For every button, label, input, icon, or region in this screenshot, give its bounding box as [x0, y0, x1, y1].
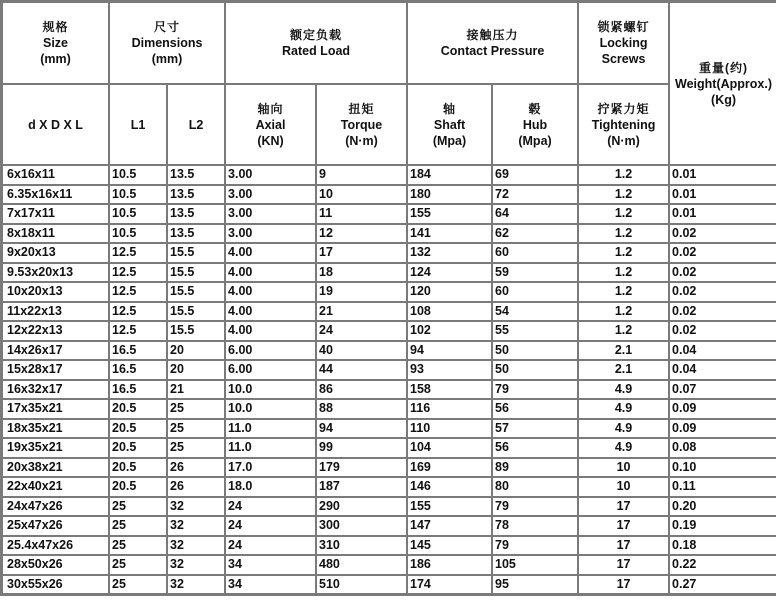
- cell-hub: 79: [492, 536, 578, 556]
- cell-axial: 34: [225, 575, 316, 595]
- table-row: [2, 263, 776, 283]
- table-row: [2, 380, 776, 400]
- cell-hub: 50: [492, 360, 578, 380]
- subheader-shaft: [407, 84, 492, 165]
- cell-weight: 0.01: [669, 204, 776, 224]
- cell-size: 14x26x17: [2, 341, 109, 361]
- header-rated-load-en: Rated Load: [281, 44, 351, 58]
- cell-l2: 20: [167, 360, 225, 380]
- cell-shaft: 169: [407, 458, 492, 478]
- cell-tightening: 17: [578, 497, 669, 517]
- cell-size: 10x20x13: [2, 282, 109, 302]
- subheader-l1: L1: [109, 84, 167, 165]
- cell-weight: 0.02: [669, 282, 776, 302]
- cell-shaft: 102: [407, 321, 492, 341]
- cell-axial: 4.00: [225, 263, 316, 283]
- table-row: [2, 302, 776, 322]
- cell-torque: 18: [316, 263, 407, 283]
- header-size-unit: (mm): [40, 52, 71, 66]
- cell-l1: 10.5: [109, 204, 167, 224]
- cell-axial: 11.0: [225, 419, 316, 439]
- cell-l2: 15.5: [167, 282, 225, 302]
- cell-tightening: 1.2: [578, 302, 669, 322]
- subheader-shaft-en: Shaft: [433, 117, 466, 132]
- cell-tightening: 2.1: [578, 360, 669, 380]
- cell-size: 9x20x13: [2, 243, 109, 263]
- cell-shaft: 93: [407, 360, 492, 380]
- header-dimensions: [109, 2, 225, 84]
- cell-tightening: 10: [578, 458, 669, 478]
- cell-l1: 25: [109, 497, 167, 517]
- header-weight-cn: 重量(约): [699, 60, 749, 75]
- cell-size: 12x22x13: [2, 321, 109, 341]
- cell-axial: 11.0: [225, 438, 316, 458]
- subheader-hub-cn: 毂: [528, 101, 542, 116]
- cell-tightening: 1.2: [578, 165, 669, 185]
- header-weight-unit: (Kg): [711, 92, 737, 107]
- cell-l1: 20.5: [109, 458, 167, 478]
- cell-tightening: 1.2: [578, 321, 669, 341]
- cell-l2: 20: [167, 341, 225, 361]
- header-locking-screws-cn: 锁紧螺钉: [597, 20, 650, 34]
- cell-torque: 187: [316, 477, 407, 497]
- cell-weight: 0.02: [669, 224, 776, 244]
- cell-l2: 26: [167, 458, 225, 478]
- table-row: [2, 399, 776, 419]
- cell-weight: 0.02: [669, 302, 776, 322]
- cell-size: 6x16x11: [2, 165, 109, 185]
- cell-l2: 25: [167, 419, 225, 439]
- cell-torque: 99: [316, 438, 407, 458]
- cell-shaft: 132: [407, 243, 492, 263]
- cell-l1: 10.5: [109, 224, 167, 244]
- cell-axial: 24: [225, 516, 316, 536]
- cell-tightening: 1.2: [578, 282, 669, 302]
- cell-torque: 86: [316, 380, 407, 400]
- cell-size: 15x28x17: [2, 360, 109, 380]
- cell-torque: 44: [316, 360, 407, 380]
- cell-axial: 6.00: [225, 360, 316, 380]
- cell-shaft: 124: [407, 263, 492, 283]
- cell-l1: 12.5: [109, 263, 167, 283]
- cell-weight: 0.10: [669, 458, 776, 478]
- cell-hub: 55: [492, 321, 578, 341]
- subheader-axial-en: Axial: [255, 117, 286, 132]
- cell-torque: 11: [316, 204, 407, 224]
- cell-torque: 510: [316, 575, 407, 595]
- cell-hub: 64: [492, 204, 578, 224]
- cell-weight: 0.01: [669, 165, 776, 185]
- cell-weight: 0.01: [669, 185, 776, 205]
- table-row: [2, 243, 776, 263]
- table-row: [2, 458, 776, 478]
- cell-tightening: 17: [578, 536, 669, 556]
- cell-size: 8x18x11: [2, 224, 109, 244]
- cell-shaft: 141: [407, 224, 492, 244]
- cell-hub: 80: [492, 477, 578, 497]
- cell-l2: 15.5: [167, 321, 225, 341]
- cell-shaft: 155: [407, 204, 492, 224]
- cell-l1: 20.5: [109, 438, 167, 458]
- cell-size: 19x35x21: [2, 438, 109, 458]
- cell-size: 7x17x11: [2, 204, 109, 224]
- cell-size: 11x22x13: [2, 302, 109, 322]
- cell-size: 16x32x17: [2, 380, 109, 400]
- cell-l2: 15.5: [167, 302, 225, 322]
- subheader-tightening-cn: 拧紧力矩: [597, 101, 650, 116]
- cell-axial: 3.00: [225, 204, 316, 224]
- cell-hub: 56: [492, 399, 578, 419]
- cell-weight: 0.22: [669, 555, 776, 575]
- cell-l1: 20.5: [109, 399, 167, 419]
- cell-tightening: 10: [578, 477, 669, 497]
- table-row: [2, 224, 776, 244]
- cell-axial: 10.0: [225, 380, 316, 400]
- cell-shaft: 104: [407, 438, 492, 458]
- subheader-l2: L2: [167, 84, 225, 165]
- cell-size: 20x38x21: [2, 458, 109, 478]
- header-size: [2, 2, 109, 84]
- cell-shaft: 94: [407, 341, 492, 361]
- cell-hub: 72: [492, 185, 578, 205]
- table-row: [2, 341, 776, 361]
- cell-size: 25.4x47x26: [2, 536, 109, 556]
- cell-axial: 4.00: [225, 321, 316, 341]
- cell-axial: 6.00: [225, 341, 316, 361]
- cell-hub: 60: [492, 282, 578, 302]
- table-row: [2, 204, 776, 224]
- cell-weight: 0.18: [669, 536, 776, 556]
- cell-tightening: 1.2: [578, 185, 669, 205]
- cell-l1: 12.5: [109, 321, 167, 341]
- header-weight: [669, 2, 776, 165]
- cell-axial: 3.00: [225, 165, 316, 185]
- cell-axial: 10.0: [225, 399, 316, 419]
- cell-axial: 3.00: [225, 185, 316, 205]
- cell-torque: 88: [316, 399, 407, 419]
- cell-l2: 13.5: [167, 165, 225, 185]
- cell-hub: 78: [492, 516, 578, 536]
- table-row: [2, 419, 776, 439]
- cell-shaft: 174: [407, 575, 492, 595]
- cell-l1: 20.5: [109, 477, 167, 497]
- cell-l1: 20.5: [109, 419, 167, 439]
- cell-axial: 4.00: [225, 243, 316, 263]
- cell-l2: 32: [167, 536, 225, 556]
- subheader-tightening-unit: (N·m): [607, 133, 640, 148]
- cell-torque: 17: [316, 243, 407, 263]
- cell-torque: 94: [316, 419, 407, 439]
- subheader-axial: [225, 84, 316, 165]
- subheader-hub-en: Hub: [522, 117, 548, 132]
- cell-tightening: 2.1: [578, 341, 669, 361]
- cell-shaft: 155: [407, 497, 492, 517]
- cell-hub: 54: [492, 302, 578, 322]
- cell-hub: 95: [492, 575, 578, 595]
- cell-hub: 60: [492, 243, 578, 263]
- table-row: [2, 438, 776, 458]
- header-dimensions-unit: (mm): [151, 52, 183, 66]
- cell-size: 18x35x21: [2, 419, 109, 439]
- cell-axial: 24: [225, 497, 316, 517]
- cell-size: 28x50x26: [2, 555, 109, 575]
- cell-l1: 12.5: [109, 302, 167, 322]
- header-size-cn: 规格: [42, 20, 69, 34]
- cell-l2: 15.5: [167, 263, 225, 283]
- cell-size: 17x35x21: [2, 399, 109, 419]
- table-row: [2, 555, 776, 575]
- cell-l1: 16.5: [109, 360, 167, 380]
- table-row: [2, 497, 776, 517]
- cell-l2: 32: [167, 555, 225, 575]
- subheader-hub-unit: (Mpa): [518, 133, 552, 148]
- cell-weight: 0.04: [669, 341, 776, 361]
- cell-tightening: 4.9: [578, 419, 669, 439]
- cell-axial: 3.00: [225, 224, 316, 244]
- cell-weight: 0.07: [669, 380, 776, 400]
- cell-torque: 21: [316, 302, 407, 322]
- subheader-torque-cn: 扭矩: [348, 101, 375, 116]
- cell-weight: 0.11: [669, 477, 776, 497]
- cell-tightening: 4.9: [578, 399, 669, 419]
- table-row: [2, 165, 776, 185]
- cell-tightening: 4.9: [578, 380, 669, 400]
- cell-hub: 89: [492, 458, 578, 478]
- table-row: [2, 360, 776, 380]
- cell-shaft: 120: [407, 282, 492, 302]
- cell-l1: 10.5: [109, 185, 167, 205]
- cell-hub: 79: [492, 380, 578, 400]
- header-locking-screws-en2: Screws: [601, 52, 646, 66]
- cell-axial: 24: [225, 536, 316, 556]
- subheader-tightening-en: Tightening: [591, 117, 656, 132]
- cell-l1: 25: [109, 575, 167, 595]
- cell-tightening: 1.2: [578, 224, 669, 244]
- cell-tightening: 17: [578, 555, 669, 575]
- subheader-axial-unit: (KN): [257, 133, 284, 148]
- header-row-group: [2, 2, 776, 84]
- cell-axial: 4.00: [225, 302, 316, 322]
- subheader-row: [2, 84, 776, 165]
- cell-l2: 13.5: [167, 185, 225, 205]
- table-row: [2, 516, 776, 536]
- cell-shaft: 186: [407, 555, 492, 575]
- cell-hub: 57: [492, 419, 578, 439]
- cell-weight: 0.04: [669, 360, 776, 380]
- cell-shaft: 108: [407, 302, 492, 322]
- cell-weight: 0.20: [669, 497, 776, 517]
- cell-hub: 56: [492, 438, 578, 458]
- cell-l2: 21: [167, 380, 225, 400]
- cell-size: 24x47x26: [2, 497, 109, 517]
- table-row: [2, 321, 776, 341]
- cell-torque: 19: [316, 282, 407, 302]
- cell-hub: 50: [492, 341, 578, 361]
- cell-torque: 40: [316, 341, 407, 361]
- cell-l1: 25: [109, 516, 167, 536]
- cell-size: 30x55x26: [2, 575, 109, 595]
- cell-weight: 0.09: [669, 419, 776, 439]
- cell-size: 6.35x16x11: [2, 185, 109, 205]
- cell-weight: 0.02: [669, 321, 776, 341]
- header-locking-screws: [578, 2, 669, 84]
- cell-torque: 10: [316, 185, 407, 205]
- cell-l2: 15.5: [167, 243, 225, 263]
- subheader-hub: [492, 84, 578, 165]
- cell-torque: 24: [316, 321, 407, 341]
- header-dimensions-en: Dimensions: [131, 36, 203, 50]
- header-contact-pressure-cn: 接触压力: [466, 28, 519, 42]
- table-row: [2, 282, 776, 302]
- cell-l2: 13.5: [167, 204, 225, 224]
- cell-l1: 25: [109, 555, 167, 575]
- cell-shaft: 146: [407, 477, 492, 497]
- cell-weight: 0.08: [669, 438, 776, 458]
- table-row: [2, 575, 776, 595]
- cell-shaft: 147: [407, 516, 492, 536]
- cell-l2: 26: [167, 477, 225, 497]
- cell-torque: 290: [316, 497, 407, 517]
- cell-torque: 12: [316, 224, 407, 244]
- subheader-tightening: [578, 84, 669, 165]
- header-contact-pressure: [407, 2, 578, 84]
- header-dimensions-cn: 尺寸: [154, 20, 181, 34]
- cell-weight: 0.27: [669, 575, 776, 595]
- header-contact-pressure-en: Contact Pressure: [440, 44, 545, 58]
- cell-torque: 310: [316, 536, 407, 556]
- subheader-torque-en: Torque: [340, 117, 383, 132]
- cell-axial: 18.0: [225, 477, 316, 497]
- table-body: [2, 165, 776, 594]
- header-locking-screws-en1: Locking: [599, 36, 648, 50]
- cell-torque: 480: [316, 555, 407, 575]
- cell-tightening: 17: [578, 516, 669, 536]
- cell-l1: 12.5: [109, 282, 167, 302]
- cell-torque: 300: [316, 516, 407, 536]
- cell-shaft: 110: [407, 419, 492, 439]
- cell-l2: 25: [167, 399, 225, 419]
- cell-l2: 32: [167, 516, 225, 536]
- cell-hub: 105: [492, 555, 578, 575]
- cell-shaft: 158: [407, 380, 492, 400]
- cell-tightening: 1.2: [578, 263, 669, 283]
- header-size-en: Size: [42, 36, 68, 50]
- subheader-shaft-cn: 轴: [443, 101, 457, 116]
- cell-size: 25x47x26: [2, 516, 109, 536]
- cell-l2: 25: [167, 438, 225, 458]
- cell-tightening: 1.2: [578, 243, 669, 263]
- cell-weight: 0.02: [669, 263, 776, 283]
- cell-hub: 69: [492, 165, 578, 185]
- cell-axial: 34: [225, 555, 316, 575]
- cell-tightening: 17: [578, 575, 669, 595]
- table-row: [2, 536, 776, 556]
- cell-torque: 9: [316, 165, 407, 185]
- cell-hub: 79: [492, 497, 578, 517]
- cell-l1: 12.5: [109, 243, 167, 263]
- cell-size: 22x40x21: [2, 477, 109, 497]
- cell-axial: 4.00: [225, 282, 316, 302]
- table-row: [2, 477, 776, 497]
- cell-tightening: 4.9: [578, 438, 669, 458]
- cell-weight: 0.19: [669, 516, 776, 536]
- cell-torque: 179: [316, 458, 407, 478]
- cell-l2: 32: [167, 497, 225, 517]
- cell-shaft: 180: [407, 185, 492, 205]
- cell-axial: 17.0: [225, 458, 316, 478]
- subheader-shaft-unit: (Mpa): [432, 133, 467, 148]
- cell-l2: 32: [167, 575, 225, 595]
- cell-hub: 62: [492, 224, 578, 244]
- cell-l1: 25: [109, 536, 167, 556]
- table-row: [2, 185, 776, 205]
- cell-size: 9.53x20x13: [2, 263, 109, 283]
- cell-l2: 13.5: [167, 224, 225, 244]
- header-rated-load: [225, 2, 407, 84]
- cell-weight: 0.09: [669, 399, 776, 419]
- cell-hub: 59: [492, 263, 578, 283]
- subheader-torque-unit: (N·m): [345, 133, 378, 148]
- cell-shaft: 116: [407, 399, 492, 419]
- cell-shaft: 184: [407, 165, 492, 185]
- subheader-torque: [316, 84, 407, 165]
- header-rated-load-cn: 额定负载: [290, 28, 343, 42]
- cell-tightening: 1.2: [578, 204, 669, 224]
- header-weight-en: Weight(Approx.): [675, 76, 773, 91]
- subheader-dxdxl: d X D X L: [2, 84, 109, 165]
- subheader-axial-cn: 轴向: [257, 101, 284, 116]
- cell-l1: 10.5: [109, 165, 167, 185]
- cell-weight: 0.02: [669, 243, 776, 263]
- cell-l1: 16.5: [109, 341, 167, 361]
- cell-shaft: 145: [407, 536, 492, 556]
- cell-l1: 16.5: [109, 380, 167, 400]
